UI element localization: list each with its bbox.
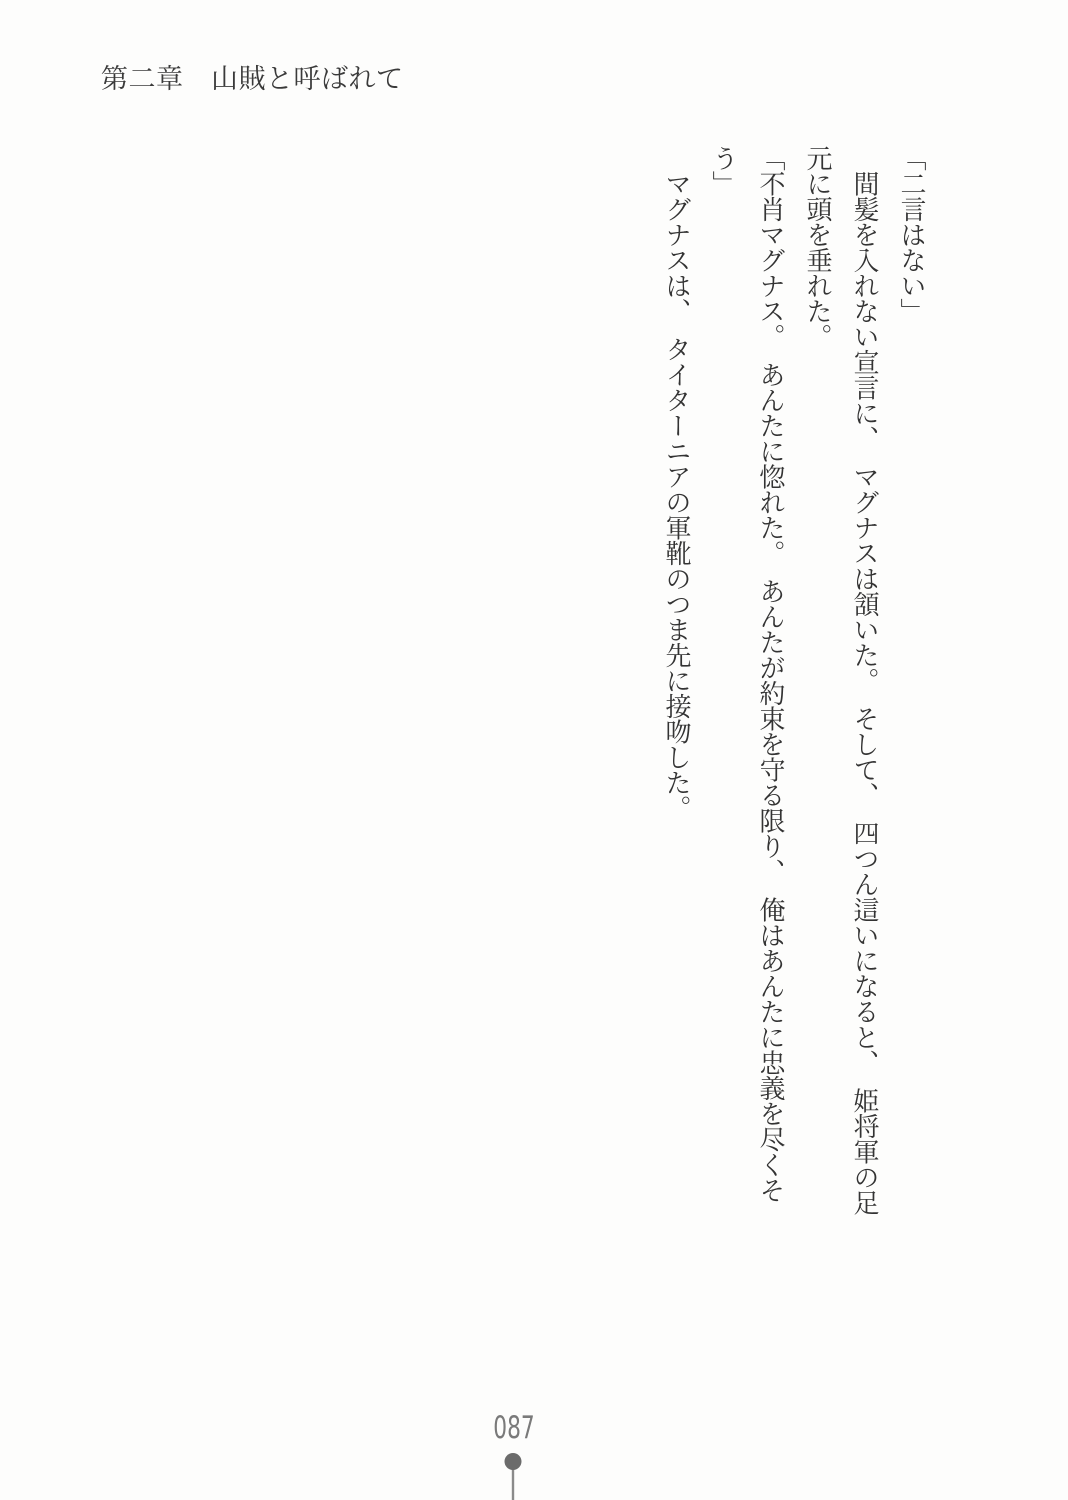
text-column-5: う」 [709,145,738,196]
pin-dot-with-stem-icon [503,1452,523,1500]
chapter-header: 第二章 山賊と呼ばれて [101,64,404,94]
text-column-3: 元に頭を垂れた。 [803,145,832,349]
vertical-text-area [653,145,935,1265]
text-column-1: 「二言はない」 [897,145,926,324]
text-column-2: 間髪を入れない宣言に、 マグナスは頷いた。 そして、 四つん這いになると、 姫将軍の足 [850,145,879,1215]
text-column-4: 「不肖マグナス。 あんたに惚れた。 あんたが約束を守る限り、 俺はあんたに忠義を尽くそ [756,145,785,1203]
text-column-6: マグナスは、 タイターニアの軍靴のつま先に接吻した。 [662,145,691,821]
page-number: 087 [493,1410,535,1446]
